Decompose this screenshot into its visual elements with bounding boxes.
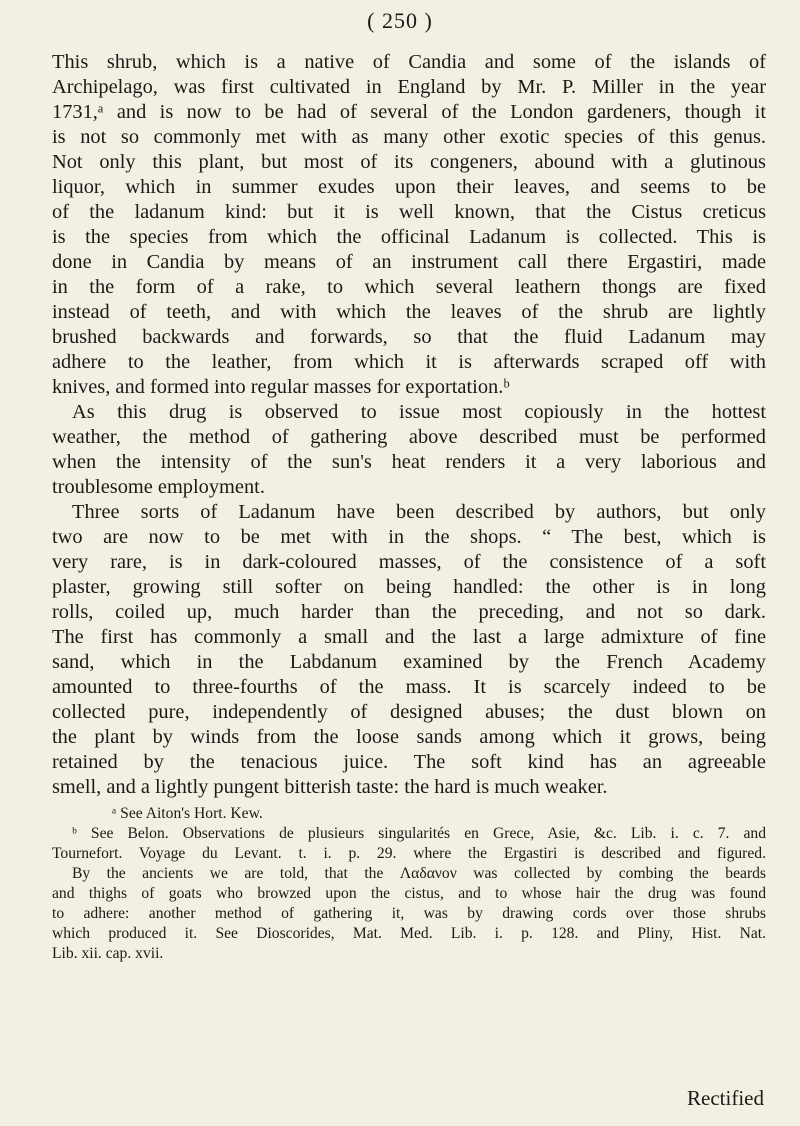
footnote-line: to adhere: another method of gathering it, was by drawing cords over those shrubs <box>52 905 766 922</box>
body-line: smell, and a lightly pungent bitterish taste: the hard is much weaker. <box>52 776 608 798</box>
body-line: adhere to the leather, from which it is afterwards scraped off with <box>52 351 766 373</box>
body-line: two are now to be met with in the shops. “ The best, which is <box>52 526 766 548</box>
body-line: Not only this plant, but most of its congeners, abound with a glutinous <box>52 151 766 173</box>
body-line: in the form of a rake, to which several leathern thongs are fixed <box>52 276 766 298</box>
body-line: The first has commonly a small and the last a large admixture of fine <box>52 626 766 648</box>
catchword: Rectified <box>687 1086 764 1110</box>
page-number: ( 250 ) <box>367 8 433 33</box>
body-line: amounted to three-fourths of the mass. It is scarcely indeed to be <box>52 676 766 698</box>
body-line: Archipelago, was first cultivated in England by Mr. P. Miller in the year <box>52 76 766 98</box>
body-line: troublesome employment. <box>52 476 265 498</box>
body-line: instead of teeth, and with which the leaves of the shrub are lightly <box>52 301 766 323</box>
body-line: weather, the method of gathering above described must be performed <box>52 426 766 448</box>
body-line: collected pure, independently of designed abuses; the dust blown on <box>52 701 766 723</box>
body-line: when the intensity of the sun's heat renders it a very laborious and <box>52 451 766 473</box>
body-line: This shrub, which is a native of Candia and some of the islands of <box>52 51 766 73</box>
body-line: brushed backwards and forwards, so that the fluid Ladanum may <box>52 326 766 348</box>
footnote-line: Tournefort. Voyage du Levant. t. i. p. 29. where the Ergastiri is described and figured. <box>52 845 766 862</box>
body-line: knives, and formed into regular masses for exportation.ᵇ <box>52 376 510 398</box>
body-text <box>52 50 766 800</box>
body-line: As this drug is observed to issue most copiously in the hottest <box>72 401 766 423</box>
body-line: retained by the tenacious juice. The soft kind has an agreeable <box>52 751 766 773</box>
body-line: is the species from which the officinal Ladanum is collected. This is <box>52 226 766 248</box>
footnotes <box>52 804 766 964</box>
body-line: very rare, is in dark-coloured masses, of the consistence of a soft <box>52 551 766 573</box>
body-line: 1731,ᵃ and is now to be had of several of the London gardeners, though it <box>52 101 766 123</box>
footnote-a: ᵃ See Aiton's Hort. Kew. <box>112 805 263 822</box>
body-line: sand, which in the Labdanum examined by the French Academy <box>52 651 766 673</box>
body-line: plaster, growing still softer on being handled: the other is in long <box>52 576 766 598</box>
body-line: the plant by winds from the loose sands among which it grows, being <box>52 726 766 748</box>
footnote-b: ᵇ See Belon. Observations de plusieurs singularités en Grece, Asie, &c. Lib. i. c. 7. and <box>72 825 766 842</box>
body-line: rolls, coiled up, much harder than the preceding, and not so dark. <box>52 601 766 623</box>
body-line: done in Candia by means of an instrument call there Ergastiri, made <box>52 251 766 273</box>
footnote-line: By the ancients we are told, that the Λαδανον was collected by combing the beards <box>72 865 766 882</box>
body-line: liquor, which in summer exudes upon their leaves, and seems to be <box>52 176 766 198</box>
body-line: is not so commonly met with as many other exotic species of this genus. <box>52 126 766 148</box>
body-line: of the ladanum kind: but it is well known, that the Cistus creticus <box>52 201 766 223</box>
footnote-line: Lib. xii. cap. xvii. <box>52 945 164 962</box>
body-line: Three sorts of Ladanum have been described by authors, but only <box>72 501 766 523</box>
footnote-line: and thighs of goats who browzed upon the cistus, and to whose hair the drug was found <box>52 885 766 902</box>
footnote-line: which produced it. See Dioscorides, Mat. Med. Lib. i. p. 128. and Pliny, Hist. Nat. <box>52 925 766 942</box>
